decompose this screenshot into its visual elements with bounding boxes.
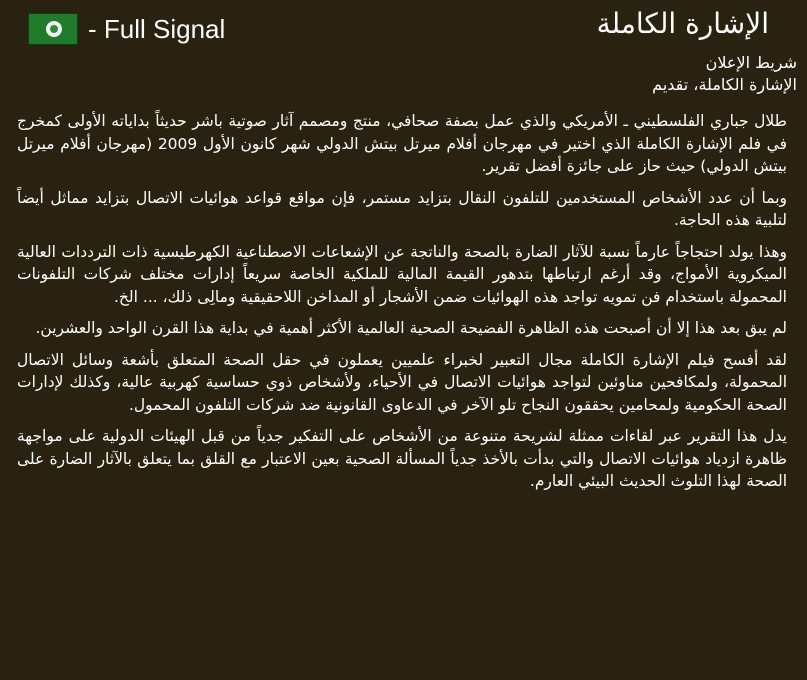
meta-line-presentation: الإشارة الكاملة، تقديم xyxy=(652,75,797,94)
arab-league-flag-icon xyxy=(28,13,78,45)
paragraph: لم يبق بعد هذا إلا أن أصبحت هذه الظاهرة الفضيحة الصحية العالمية الأكثر أهمية في بداية هذا القرن الواحد والعشرين. xyxy=(35,319,787,337)
paragraph: طلال جباري الفلسطيني ـ الأمريكي والذي عمل بصفة صحافي، منتج ومصمم آثار صوتية باشر حديثاً بداياته الأولى كمخرج في فلم الإشارة الكاملة الذي اختير في مهرجان أفلام ميرتل بيتش الدولي شهر كانون الأول 2009 (مهرجان أفلام ميرتل بيتش الدولي) حيث حاز على جائزة أفضل تقرير. xyxy=(17,112,787,175)
page-title: الإشارة الكاملة xyxy=(596,7,769,40)
paragraph: وهذا يولد احتجاجاً عارماً نسبة للآثار الضارة بالصحة والناتجة عن الإشعاعات الاصطناعية الكهرطيسية ذات الترددات العالية الميكروية الأمواج، وقد أرغم ارتباطها بتدهور القيمة المالية للملكية الخاصة سريعاً إدارات مختلف شركات التلفونات المحمولة باستخدام فن تمويه تواجد هذه الهوائيات ضمن الأشجار أو المداخن اللاحقيقية ومالِى ذلك، ... الخ. xyxy=(17,242,787,306)
article-body xyxy=(17,110,787,502)
brand-label: - Full Signal xyxy=(88,14,226,44)
meta-line-trailer: شريط الإعلان xyxy=(705,53,797,72)
paragraph: يدل هذا التقرير عبر لقاءات ممثلة لشريحة متنوعة من الأشخاص على التفكير جدياً من قبل الهيئات الدولية على مواجهة ظاهرة ازدياد هوائيات الاتصال والتي بدأت بالأخذ جدياً المسألة الصحية بعين الاعتبار مع القلق بما يتعلق بالآثار الضارة على الصحة لهذا التلوث الحديث البيئي العارم. xyxy=(17,427,787,490)
emblem-icon xyxy=(46,21,62,37)
header xyxy=(0,0,807,52)
meta-block xyxy=(17,52,797,96)
paragraph: لقد أفسح فيلم الإشارة الكاملة مجال التعبير لخبراء علميين يعملون في حقل الصحة المتعلق بأشعة وسائل الاتصال المحمولة، ولمكافحين مناوئين لتواجد هوائيات الاتصال في الأحياء، ولأشخاص ذوي حساسية كهربية عالية، وكذلك لإدارات الصحة الحكومية ولمحامين يحققون النجاح تلو الآخر في الدعاوى القانونية ضد شركات التلفون المحمول. xyxy=(17,350,787,414)
paragraph: وبما أن عدد الأشخاص المستخدمين للتلفون النقال بتزايد مستمر، فإن مواقع قواعد هوائيات الاتصال بتزايد مماثل أيضاً لتلبية هذه الحاجة. xyxy=(17,188,787,229)
